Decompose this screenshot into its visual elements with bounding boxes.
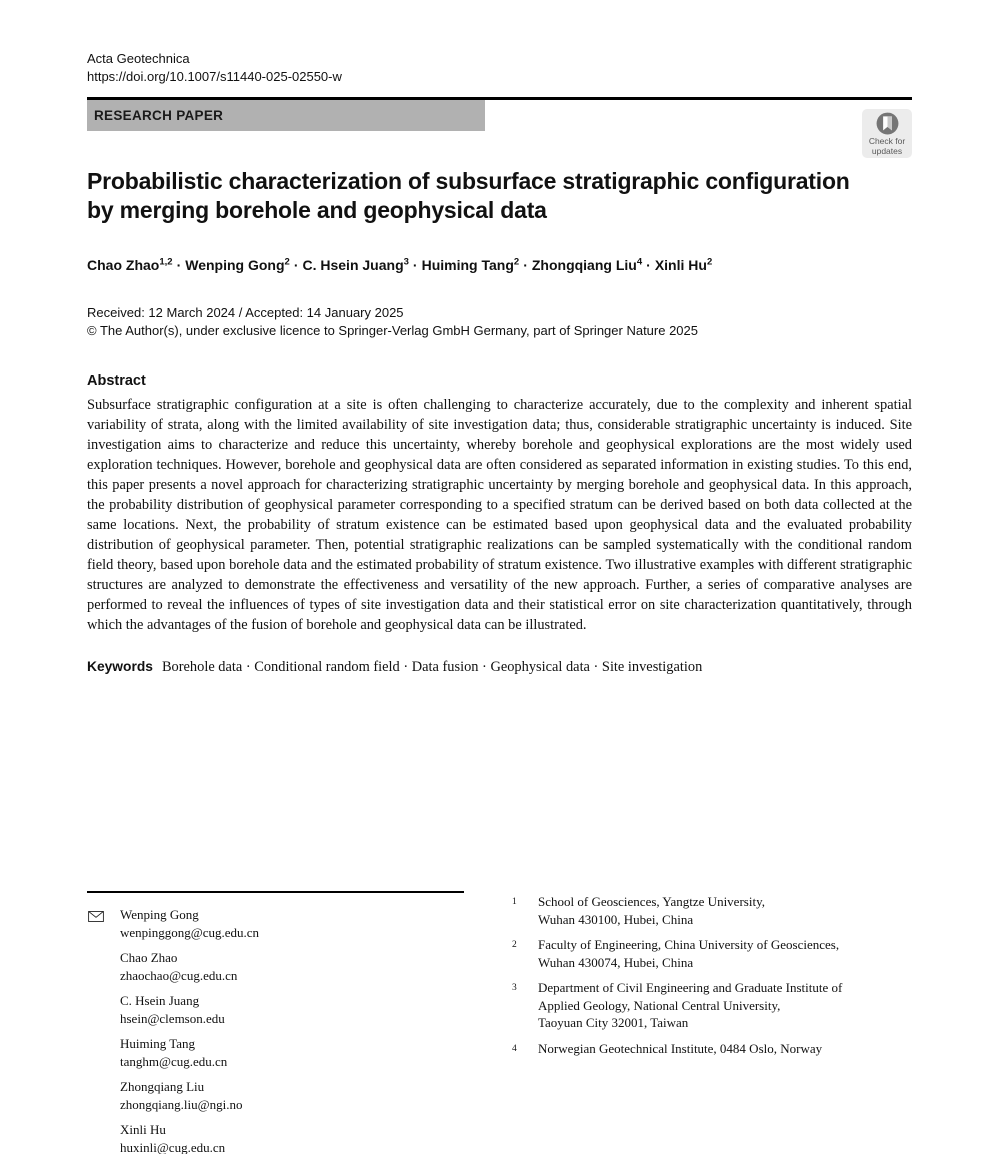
footnote-rule <box>87 891 464 893</box>
received-accepted-line: Received: 12 March 2024 / Accepted: 14 January 2025 <box>87 304 404 320</box>
title-line: by merging borehole and geophysical data <box>87 197 547 223</box>
check-for-updates-text: Check for updates <box>868 136 906 156</box>
correspondent-name: Wenping Gong <box>120 907 199 922</box>
affiliation-text: Faculty of Engineering, China University of Geosciences, Wuhan 430074, Hubei, China <box>538 937 840 970</box>
correspondent-name: Xinli Hu <box>120 1122 166 1137</box>
author: Wenping Gong$^2$ <box>185 256 290 273</box>
author-list <box>87 256 912 273</box>
keywords-list: Borehole data · Conditional random field · Data fusion · Geophysical data · Site investigation <box>161 658 703 675</box>
affiliations-column <box>512 891 912 1154</box>
correspondent-name: C. Hsein Juang <box>120 993 200 1008</box>
correspondent-email[interactable]: zhaochao@cug.edu.cn <box>120 967 238 983</box>
article-type-banner <box>87 100 485 131</box>
affiliation-number: 1 <box>512 897 517 907</box>
abstract-heading: Abstract <box>87 372 146 389</box>
affiliation-number: 4 <box>512 1043 517 1054</box>
correspondence-entry <box>87 949 479 984</box>
title-line: Probabilistic characterization of subsurface stratigraphic configuration <box>87 168 850 194</box>
affiliation-entry <box>512 1040 912 1059</box>
author: Chao Zhao$^{1,2}$ <box>87 256 173 273</box>
affiliation-text: Norwegian Geotechnical Institute, 0484 Oslo, Norway <box>538 1040 823 1056</box>
affiliation-number: 3 <box>512 983 517 993</box>
journal-name: Acta Geotechnica <box>87 51 190 66</box>
page-title <box>87 167 912 225</box>
correspondence-entry <box>87 992 479 1027</box>
correspondence-entry <box>87 1121 479 1154</box>
correspondence-entry <box>87 1035 479 1070</box>
article-history <box>87 304 912 340</box>
keywords-row <box>87 659 912 676</box>
author-separator: · <box>412 256 418 273</box>
check-for-updates-icon <box>875 111 900 136</box>
envelope-icon <box>88 909 104 927</box>
correspondent-name: Zhongqiang Liu <box>120 1079 205 1094</box>
author: C. Hsein Juang$^3$ <box>302 256 409 273</box>
correspondence-entry <box>87 906 479 941</box>
author-separator: · <box>176 256 182 273</box>
correspondent-email[interactable]: zhongqiang.liu@ngi.no <box>120 1096 243 1112</box>
affiliation-entry <box>512 979 912 1032</box>
correspondent-email[interactable]: huxinli@cug.edu.cn <box>120 1139 226 1154</box>
correspondent-name: Huiming Tang <box>120 1036 196 1051</box>
affiliation-text: Department of Civil Engineering and Graduate Institute of Applied Geology, National Central University, Taoyuan City 32001, Taiwan <box>538 980 843 1030</box>
footnote-area <box>87 891 912 1154</box>
author-separator: · <box>646 256 651 273</box>
check-for-updates-badge[interactable] <box>862 109 912 158</box>
correspondence-entry <box>87 1078 479 1113</box>
doi-link[interactable]: https://doi.org/10.1007/s11440-025-02550-w <box>87 69 342 84</box>
keywords-label: Keywords <box>87 658 153 674</box>
author: Zhongqiang Liu$^4$ <box>531 256 643 273</box>
correspondent-name: Chao Zhao <box>120 950 178 965</box>
affiliation-number: 2 <box>512 940 517 950</box>
author-separator: · <box>293 256 299 273</box>
author-separator: · <box>523 256 528 273</box>
affiliation-entry <box>512 893 912 928</box>
correspondent-email[interactable]: tanghm@cug.edu.cn <box>120 1053 228 1069</box>
copyright-line: © The Author(s), under exclusive licence to Springer-Verlag GmbH Germany, part of Springer Nature 2025 <box>87 322 698 338</box>
correspondent-email[interactable]: hsein@clemson.edu <box>120 1010 225 1026</box>
affiliation-entry <box>512 936 912 971</box>
correspondent-email[interactable]: wenpinggong@cug.edu.cn <box>120 924 260 940</box>
abstract-text: Subsurface stratigraphic configuration at a site is often challenging to characterize accurately, due to the complexity and inherent spatial variability of strata, along with the limited availability of site investigation data; thus, considerable stratigraphic uncertainty is induced. Site investigation aims to characterize and reduce this uncertainty, whereby borehole and geophysical explorations are the most widely used exploration techniques. However, borehole and geophysical data are often considered as separated information in existing studies. To this end, this paper presents a novel approach for characterizing stratigraphic uncertainty by merging borehole and geophysical data. In this approach, the probability distribution of geophysical parameter corresponding to a specified stratum can be derived based on both data collected at the same locations. Next, the probability of stratum existence can be estimated based upon geophysical data and the evaluated probability distribution of geophysical parameter. Then, potential stratigraphic realizations can be sampled systematically with the conditional random field theory, based upon borehole data and the estimated probability of stratum existence. Two illustrative examples with different stratigraphic structures are analyzed to demonstrate the effectiveness and versatility of the new approach. Further, a series of comparative analyses are performed to reveal the influences of types of site investigation data and their statistical error on site characterization quantitatively, through which the advantages of the fusion of borehole and geophysical data can be illustrated. <box>87 396 912 633</box>
author: Huiming Tang$^2$ <box>421 256 520 273</box>
author: Xinli Hu$^2$ <box>654 256 713 273</box>
article-type-label: RESEARCH PAPER <box>94 108 224 123</box>
correspondence-column <box>87 891 479 1154</box>
affiliation-text: School of Geosciences, Yangtze University, Wuhan 430100, Hubei, China <box>538 894 765 927</box>
